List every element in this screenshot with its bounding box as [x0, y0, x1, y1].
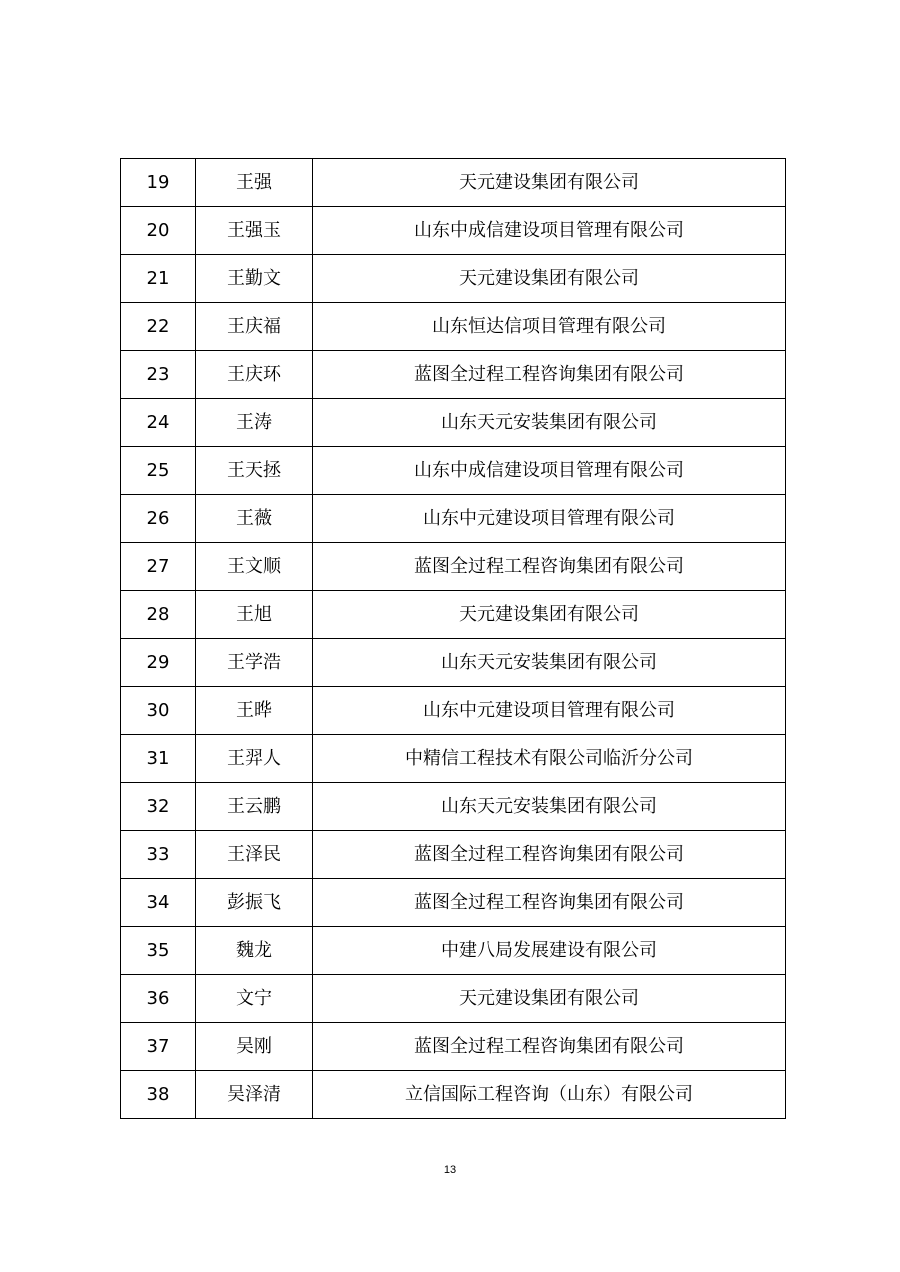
table-row: [121, 975, 786, 1023]
table-row: [121, 783, 786, 831]
row-number-cell: 35: [121, 927, 196, 975]
roster-table: [120, 158, 786, 1119]
person-name-cell: 王天拯: [196, 447, 313, 495]
person-name-cell: 王涛: [196, 399, 313, 447]
person-name-cell: 王勤文: [196, 255, 313, 303]
table-row: [121, 687, 786, 735]
table-row: [121, 399, 786, 447]
table-row: [121, 303, 786, 351]
table-row: [121, 207, 786, 255]
row-number-cell: 29: [121, 639, 196, 687]
person-name-cell: 王泽民: [196, 831, 313, 879]
table-row: [121, 927, 786, 975]
person-name-cell: 王云鹏: [196, 783, 313, 831]
table-row: [121, 495, 786, 543]
table-row: [121, 159, 786, 207]
page-number: 13: [443, 1164, 457, 1176]
company-cell: 蓝图全过程工程咨询集团有限公司: [313, 879, 786, 927]
row-number-cell: 30: [121, 687, 196, 735]
company-cell: 天元建设集团有限公司: [313, 255, 786, 303]
roster-table-body: [121, 159, 786, 1119]
row-number-cell: 28: [121, 591, 196, 639]
person-name-cell: 王庆福: [196, 303, 313, 351]
row-number-cell: 34: [121, 879, 196, 927]
company-cell: 蓝图全过程工程咨询集团有限公司: [313, 543, 786, 591]
person-name-cell: 魏龙: [196, 927, 313, 975]
row-number-cell: 33: [121, 831, 196, 879]
table-row: [121, 447, 786, 495]
table-row: [121, 543, 786, 591]
company-cell: 蓝图全过程工程咨询集团有限公司: [313, 831, 786, 879]
person-name-cell: 王晔: [196, 687, 313, 735]
row-number-cell: 20: [121, 207, 196, 255]
company-cell: 中精信工程技术有限公司临沂分公司: [313, 735, 786, 783]
person-name-cell: 吴刚: [196, 1023, 313, 1071]
company-cell: 蓝图全过程工程咨询集团有限公司: [313, 1023, 786, 1071]
person-name-cell: 王强玉: [196, 207, 313, 255]
row-number-cell: 27: [121, 543, 196, 591]
company-cell: 天元建设集团有限公司: [313, 159, 786, 207]
table-row: [121, 639, 786, 687]
person-name-cell: 王学浩: [196, 639, 313, 687]
company-cell: 天元建设集团有限公司: [313, 975, 786, 1023]
table-row: [121, 1023, 786, 1071]
company-cell: 立信国际工程咨询（山东）有限公司: [313, 1071, 786, 1119]
person-name-cell: 王羿人: [196, 735, 313, 783]
person-name-cell: 王薇: [196, 495, 313, 543]
row-number-cell: 24: [121, 399, 196, 447]
table-row: [121, 879, 786, 927]
company-cell: 山东中元建设项目管理有限公司: [313, 495, 786, 543]
table-row: [121, 831, 786, 879]
person-name-cell: 王强: [196, 159, 313, 207]
table-row: [121, 735, 786, 783]
company-cell: 山东中成信建设项目管理有限公司: [313, 447, 786, 495]
company-cell: 中建八局发展建设有限公司: [313, 927, 786, 975]
row-number-cell: 21: [121, 255, 196, 303]
row-number-cell: 37: [121, 1023, 196, 1071]
row-number-cell: 23: [121, 351, 196, 399]
company-cell: 山东中元建设项目管理有限公司: [313, 687, 786, 735]
row-number-cell: 36: [121, 975, 196, 1023]
company-cell: 山东天元安装集团有限公司: [313, 783, 786, 831]
row-number-cell: 31: [121, 735, 196, 783]
person-name-cell: 王旭: [196, 591, 313, 639]
table-row: [121, 255, 786, 303]
table-row: [121, 591, 786, 639]
company-cell: 蓝图全过程工程咨询集团有限公司: [313, 351, 786, 399]
person-name-cell: 王庆环: [196, 351, 313, 399]
row-number-cell: 19: [121, 159, 196, 207]
person-name-cell: 文宁: [196, 975, 313, 1023]
person-name-cell: 彭振飞: [196, 879, 313, 927]
person-name-cell: 吴泽清: [196, 1071, 313, 1119]
company-cell: 山东中成信建设项目管理有限公司: [313, 207, 786, 255]
table-row: [121, 351, 786, 399]
row-number-cell: 22: [121, 303, 196, 351]
table-row: [121, 1071, 786, 1119]
row-number-cell: 32: [121, 783, 196, 831]
company-cell: 山东恒达信项目管理有限公司: [313, 303, 786, 351]
company-cell: 天元建设集团有限公司: [313, 591, 786, 639]
row-number-cell: 25: [121, 447, 196, 495]
company-cell: 山东天元安装集团有限公司: [313, 639, 786, 687]
person-name-cell: 王文顺: [196, 543, 313, 591]
row-number-cell: 26: [121, 495, 196, 543]
company-cell: 山东天元安装集团有限公司: [313, 399, 786, 447]
row-number-cell: 38: [121, 1071, 196, 1119]
